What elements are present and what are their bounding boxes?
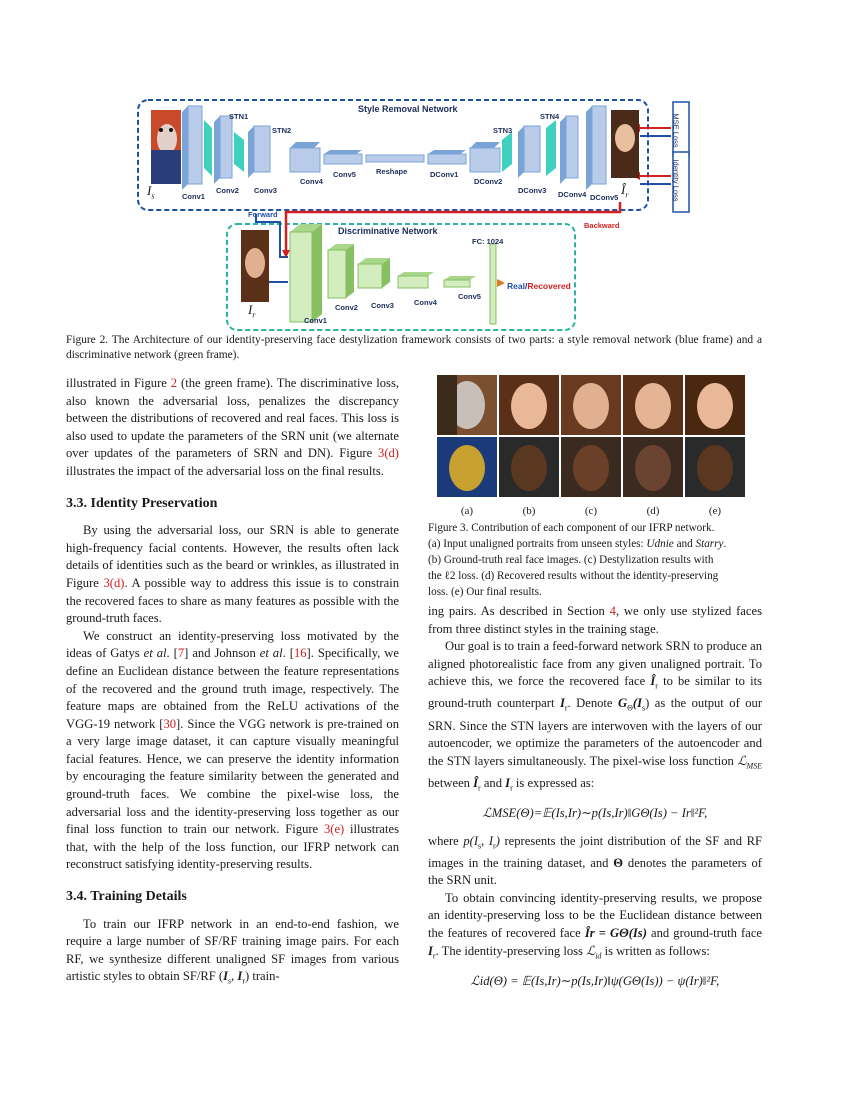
- enc-conv3-label: Conv3: [254, 186, 277, 195]
- forward-label: Forward: [248, 210, 278, 219]
- enc-conv1-label: Conv1: [182, 192, 205, 201]
- section-heading-3-4: 3.4. Training Details: [66, 889, 187, 905]
- fig3-e-bottom: [685, 437, 745, 497]
- stn2-label: STN2: [272, 126, 292, 135]
- left-column: [66, 375, 399, 991]
- fig3-b-bottom: [499, 437, 559, 497]
- fig3-label-d: (d): [646, 505, 660, 517]
- real-symbol: $I_r$: [248, 302, 256, 320]
- paragraph: Our goal is to train a feed-forward network SRN to produce an aligned photorealistic face from any given unaligned portrait. To achieve this, we force the recovered face $Î_r$ to be similar to its ground-truth counterpart $I_r$. Denote $G_\Theta(I_s)$ as the output of our SRN. Since the STN layers are interwoven with the layers of our autoencoder, we optimize the parameters of the autoencoder and the STN layers simultaneously. The pixel-wise loss function ℒ$_{MSE}$ between $Î_r$ and $I_r$ is expressed as:: [428, 639, 763, 793]
- disc-conv1-label: Conv1: [304, 316, 327, 325]
- stn3-label: STN3: [493, 126, 513, 135]
- dconv1-label: DConv1: [430, 170, 459, 179]
- stn4-label: STN4: [540, 112, 560, 121]
- output-symbol: $Î_r$: [621, 182, 629, 200]
- paragraph: We construct an identity-preserving loss motivated by the ideas of Gatys et al. [7] and Johnson et al. [16]. Specifically, we define an Euclidean distance between the feature representations of the recovered and the ground truth image, respectively. The feature maps are obtained from the ReLU activations of the VGG-19 network [30]. Since the VGG network is pre-trained on a very large image dataset, it can capture visually meaningful facial features. Hence, we can preserve the identity information by encouraging the feature similarity between the generated and ground-truth faces. We combine the pixel-wise loss, the adversarial loss and the identity-preserving loss together as our final loss function to train our network. Figure 3(e) illustrates that, with the help of the loss function, our IFRP network can reconstruct satisfying identity-preserving results.: [66, 628, 399, 872]
- fig3-b-top: [499, 375, 559, 435]
- paragraph: To train our IFRP network in an end-to-end fashion, we require a large number of SF/RF training image pairs. For each RF, we synthesize different unaligned SF images from various artistic styles to obtain SF/RF ($I_s$, $I_r$) train-: [66, 916, 399, 986]
- real-face-portrait: [241, 230, 269, 302]
- figure-2-caption: Figure 2. The Architecture of our identity-preserving face destylization framework consists of two parts: a style removal network (blue frame) and a discriminative network (green frame).: [66, 334, 762, 362]
- fig3-label-a: (a): [460, 505, 474, 517]
- paragraph: By using the adversarial loss, our SRN is able to generate high-frequency facial contents. However, the results often lack details of identities such as the beard or wrinkles, as illustrated in Figure 3(d). A possible way to address this issue is to constrain the recovered faces to share as many features as possible with the ground-truth faces.: [66, 523, 400, 626]
- disc-conv5-label: Conv5: [458, 292, 481, 301]
- paragraph: where $p(I_s$, $I_r$) represents the joint distribution of the SF and RF images in the training dataset, and Θ denotes the parameters of the SRN unit.: [428, 833, 762, 888]
- real-recovered-label: Real/Recovered: [507, 281, 571, 291]
- reshape-label: Reshape: [376, 167, 408, 176]
- dconv3-label: DConv3: [518, 186, 547, 195]
- equation-identity: ℒid(Θ) = 𝔼(Is,Ir)∼p(Is,Ir)‖ψ(GΘ(Is)) − ψ(Ir)‖²F,: [470, 973, 720, 988]
- fig3-e-top: [685, 375, 745, 435]
- fig3-label-c: (c): [584, 505, 598, 517]
- input-symbol: $I_s$: [147, 183, 155, 201]
- stn1-label: STN1: [229, 112, 249, 121]
- fig3-c-top: [561, 375, 621, 435]
- fig3-c-bottom: [561, 437, 621, 497]
- figure-3-caption: Figure 3. Contribution of each component of our IFRP network. (a) Input unaligned portraits from unseen styles: Udnie and Starry. (b) Ground-truth real face images. (c) Destylization results with the ℓ2 loss. (d) Recovered results without the identity-preserving loss. (e) Our final results.: [428, 522, 727, 598]
- enc-conv4-label: Conv4: [300, 177, 323, 186]
- backward-label: Backward: [584, 221, 620, 230]
- fig3-label-b: (b): [522, 505, 536, 517]
- enc-conv5-label: Conv5: [333, 170, 356, 179]
- dconv5-label: DConv5: [590, 193, 619, 202]
- stylized-input-portrait: [151, 110, 181, 184]
- equation-mse: ℒMSE(Θ)=𝔼(Is,Ir)∼p(Is,Ir)‖GΘ(Is) − Ir‖²F,: [482, 806, 708, 820]
- disc-conv2-label: Conv2: [335, 303, 358, 312]
- disc-conv3-label: Conv3: [371, 301, 394, 310]
- disc-conv4-label: Conv4: [414, 298, 437, 307]
- fig3-a-bottom: [437, 437, 497, 497]
- enc-conv2-label: Conv2: [216, 186, 239, 195]
- mse-loss-label: MSE Loss: [671, 113, 681, 148]
- recovered-output-portrait: [611, 110, 639, 178]
- paragraph: To obtain convincing identity-preserving results, we propose an identity-preserving loss to be the Euclidean distance between the features of recovered face Îr = GΘ(Is) and ground-truth face $I_r$. The identity-preserving loss ℒ$_{id}$ is written as follows:: [428, 890, 763, 961]
- style-removal-title: Style Removal Network: [358, 104, 458, 114]
- fig3-label-e: (e): [708, 505, 722, 517]
- fig3-d-bottom: [623, 437, 683, 497]
- fig3-d-top: [623, 375, 683, 435]
- right-column: [428, 603, 762, 1000]
- fc-label: FC: 1024: [472, 237, 504, 246]
- dconv2-label: DConv2: [474, 177, 503, 186]
- section-heading-3-3: 3.3. Identity Preservation: [66, 495, 218, 511]
- identity-loss-label: Identity Loss: [671, 159, 681, 202]
- paragraph: ing pairs. As described in Section 4, we only use stylized faces from three distinct styles in the training stage.: [428, 604, 762, 636]
- fig3-a-top: [437, 375, 497, 435]
- dconv4-label: DConv4: [558, 190, 587, 199]
- paragraph: illustrated in Figure 2 (the green frame). The discriminative loss, also known the adversarial loss, penalizes the discrepancy between the distributions of recovered and real faces. This loss is also used to update the parameters of the SRN unit (we alternate over updates of the parameters of SRN and DN). Figure 3(d) illustrates the impact of the adversarial loss on the final results.: [66, 376, 399, 478]
- discriminative-title: Discriminative Network: [338, 226, 438, 236]
